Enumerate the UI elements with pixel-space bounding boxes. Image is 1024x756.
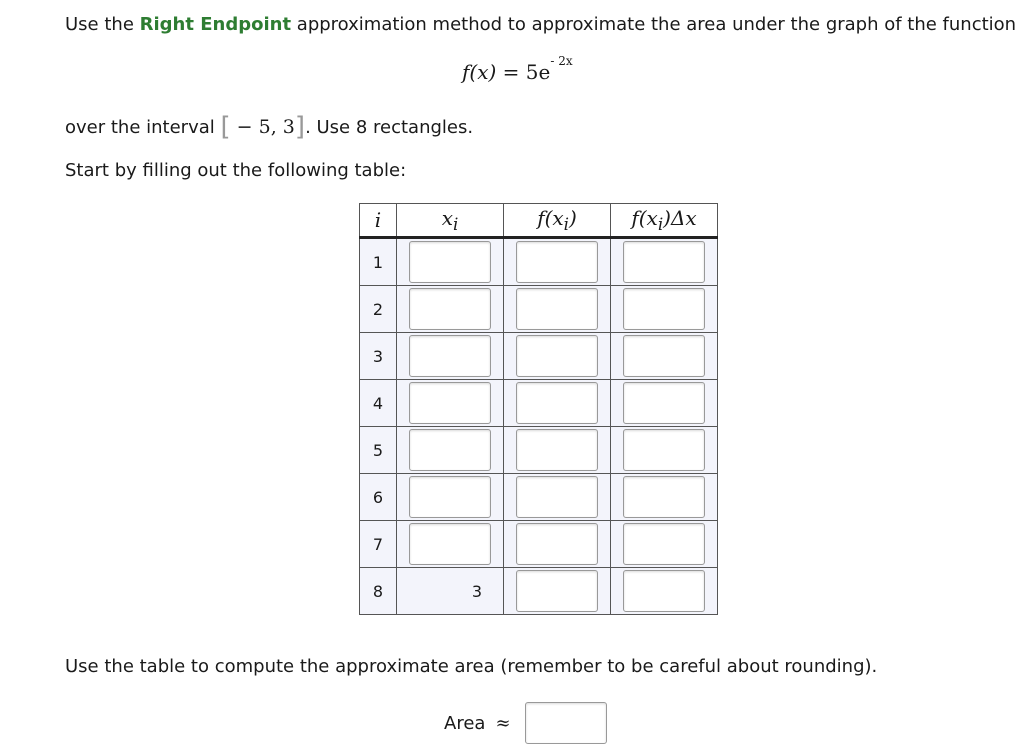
fxi-input[interactable]: [516, 570, 598, 612]
xi-input[interactable]: [409, 476, 491, 518]
area-label: Area: [444, 712, 486, 734]
row-index: 6: [360, 474, 397, 521]
fxi-dx-input-cell: [611, 521, 718, 568]
header-xi-var: x: [441, 206, 453, 230]
row-index: 4: [360, 380, 397, 427]
fxi-input-cell: [504, 474, 611, 521]
fxi-dx-input-cell: [611, 238, 718, 286]
fxi-dx-input[interactable]: [623, 476, 705, 518]
table-body: [360, 238, 718, 615]
interval-values: − 5, 3: [230, 116, 295, 138]
row-index: 7: [360, 521, 397, 568]
table-row: [360, 568, 718, 615]
open-bracket: [: [220, 112, 231, 142]
instruction-prefix: Use the: [65, 14, 140, 35]
instruction-suffix: approximation method to approximate the area under the graph of the function: [291, 14, 1017, 35]
fxi-dx-input[interactable]: [623, 241, 705, 283]
fxi-input[interactable]: [516, 523, 598, 565]
header-fxi-close: ): [569, 206, 577, 230]
interval-suffix: . Use 8 rectangles.: [305, 117, 474, 138]
xi-input-cell: [397, 521, 504, 568]
approx-symbol: ≈: [495, 712, 511, 734]
fxi-dx-input-cell: [611, 380, 718, 427]
fxi-input[interactable]: [516, 429, 598, 471]
header-i: i: [360, 204, 397, 238]
fxi-input[interactable]: [516, 241, 598, 283]
table-row: [360, 427, 718, 474]
table-row: [360, 238, 718, 286]
riemann-table: [359, 203, 718, 615]
table-row: [360, 286, 718, 333]
fxi-input-cell: [504, 238, 611, 286]
function-coefficient: 5e: [525, 60, 551, 84]
fxi-dx-input-cell: [611, 474, 718, 521]
xi-input[interactable]: [409, 382, 491, 424]
row-index: 5: [360, 427, 397, 474]
fxi-dx-input-cell: [611, 286, 718, 333]
xi-value-cell: [397, 568, 504, 615]
xi-input-cell: [397, 427, 504, 474]
xi-value: 3: [471, 581, 483, 601]
fxi-input-cell: [504, 286, 611, 333]
table-row: [360, 333, 718, 380]
function-lhs: f(x): [462, 60, 497, 84]
fxi-dx-input-cell: [611, 568, 718, 615]
xi-input[interactable]: [409, 523, 491, 565]
xi-input[interactable]: [409, 241, 491, 283]
fxi-input-cell: [504, 427, 611, 474]
xi-input[interactable]: [409, 335, 491, 377]
row-index: 8: [360, 568, 397, 615]
close-bracket: ]: [294, 112, 306, 142]
header-fdx-sub: i: [657, 215, 664, 234]
area-input[interactable]: [525, 702, 607, 744]
row-index: 3: [360, 333, 397, 380]
header-xi: [397, 204, 504, 238]
fxi-dx-input[interactable]: [623, 523, 705, 565]
xi-input[interactable]: [409, 288, 491, 330]
header-fxi-var: f(x: [537, 206, 564, 230]
fxi-input[interactable]: [516, 476, 598, 518]
xi-input-cell: [397, 333, 504, 380]
header-fxi: [504, 204, 611, 238]
xi-input-cell: [397, 474, 504, 521]
fxi-input[interactable]: [516, 288, 598, 330]
fxi-dx-input[interactable]: [623, 429, 705, 471]
fxi-input-cell: [504, 380, 611, 427]
area-answer-row: [444, 702, 607, 744]
fxi-input[interactable]: [516, 382, 598, 424]
fxi-dx-input[interactable]: [623, 570, 705, 612]
header-fdx-var: f(x: [631, 206, 658, 230]
compute-instruction: Use the table to compute the approximate area (remember to be careful about rounding).: [65, 656, 878, 677]
xi-input-cell: [397, 380, 504, 427]
header-fdx-close: )Δx: [663, 206, 697, 230]
function-exponent: - 2x: [550, 54, 573, 69]
fxi-input-cell: [504, 333, 611, 380]
table-row: [360, 474, 718, 521]
method-name: Right Endpoint: [139, 14, 292, 35]
fxi-input[interactable]: [516, 335, 598, 377]
row-index: 1: [360, 238, 397, 286]
xi-input-cell: [397, 238, 504, 286]
table-row: [360, 380, 718, 427]
fxi-dx-input[interactable]: [623, 288, 705, 330]
fxi-dx-input[interactable]: [623, 382, 705, 424]
instruction-text: [65, 14, 1016, 35]
interval-text: [65, 110, 473, 140]
fxi-input-cell: [504, 568, 611, 615]
table-row: [360, 521, 718, 568]
header-xi-sub: i: [452, 215, 459, 234]
fxi-dx-input-cell: [611, 333, 718, 380]
row-index: 2: [360, 286, 397, 333]
xi-input[interactable]: [409, 429, 491, 471]
fxi-dx-input-cell: [611, 427, 718, 474]
xi-input-cell: [397, 286, 504, 333]
function-formula: [462, 54, 573, 84]
table-prompt: Start by filling out the following table:: [65, 160, 407, 181]
fxi-dx-input[interactable]: [623, 335, 705, 377]
header-fxi-dx: [611, 204, 718, 238]
equals-sign: =: [502, 60, 520, 84]
interval-prefix: over the interval: [65, 117, 221, 138]
header-fxi-sub: i: [563, 215, 569, 234]
table-header-row: [360, 204, 718, 238]
fxi-input-cell: [504, 521, 611, 568]
